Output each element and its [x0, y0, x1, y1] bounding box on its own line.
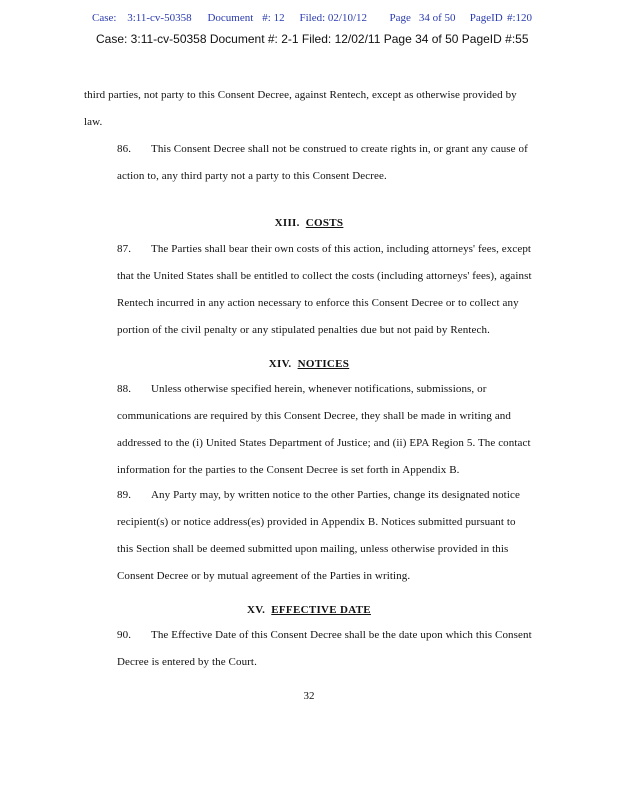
original-filing-header: Case: 3:11-cv-50358 Document #: 2-1 Filed: 12/02/11 Page 34 of 50 PageID #:55: [96, 32, 529, 46]
paragraph-text: This Consent Decree shall not be construed to create rights in, or grant any cause of action to, any third party not a party to this Consent Decree.: [117, 143, 528, 182]
section-heading-effective-date: [84, 604, 534, 616]
stamp-case-number: 3:11-cv-50358: [127, 12, 192, 24]
section-title: COSTS: [305, 217, 344, 229]
stamp-page-label: Page: [389, 12, 411, 24]
filing-stamp-header: [92, 12, 532, 24]
section-title: NOTICES: [297, 358, 350, 370]
stamp-pageid-label: PageID: [469, 12, 503, 24]
paragraph-text: third parties, not party to this Consent Decree, against Rentech, except as otherwise provided by law.: [84, 89, 517, 128]
paragraph-90: [84, 622, 534, 676]
paragraph-number: 86.: [117, 143, 132, 155]
page-number: 32: [303, 690, 315, 702]
stamp-case-label: Case:: [92, 12, 117, 24]
section-title: EFFECTIVE DATE: [271, 604, 371, 616]
paragraph-text: The Parties shall bear their own costs of this action, including attorneys' fees, except that the United States shall be entitled to collect the costs (including attorneys' fees), against Rentech incurred in any action necessary to enforce this Consent Decree or to collect any portion of the civil penalty or any stipulated penalties due but not paid by Rentech.: [117, 243, 532, 336]
paragraph-number: 87.: [117, 243, 132, 255]
stamp-document-number: #: 12: [262, 12, 285, 24]
stamp-pageid-number: #:120: [506, 12, 532, 24]
section-number: XIV.: [268, 358, 292, 370]
section-heading-notices: [84, 358, 534, 370]
paragraph-number: 89.: [117, 489, 132, 501]
paragraph-text: The Effective Date of this Consent Decree shall be the date upon which this Consent Decree is entered by the Court.: [117, 629, 532, 668]
paragraph-text: Any Party may, by written notice to the other Parties, change its designated notice recipient(s) or notice address(es) provided in Appendix B. Notices submitted pursuant to this Section shall be deemed submitted upon mailing, unless otherwise provided in this Consent Decree or by mutual agreement of the Parties in writing.: [117, 489, 520, 582]
paragraph-86: [84, 136, 534, 190]
paragraph-88: [84, 376, 534, 484]
paragraph-87: [84, 236, 534, 344]
section-number: XIII.: [274, 217, 300, 229]
paragraph-number: 88.: [117, 383, 132, 395]
paragraph-continuation: [84, 82, 534, 136]
section-heading-costs: [84, 217, 534, 229]
paragraph-number: 90.: [117, 629, 132, 641]
stamp-filed-date: Filed: 02/10/12: [299, 12, 367, 24]
section-number: XV.: [247, 604, 266, 616]
paragraph-text: Unless otherwise specified herein, whenever notifications, submissions, or communications are required by this Consent Decree, they shall be made in writing and addressed to the (i) United States Department of Justice; and (ii) EPA Region 5. The contact information for the parties to the Consent Decree is set forth in Appendix B.: [117, 383, 531, 476]
stamp-document-label: Document: [207, 12, 254, 24]
stamp-page-number: 34 of 50: [418, 12, 456, 24]
paragraph-89: [84, 482, 534, 590]
